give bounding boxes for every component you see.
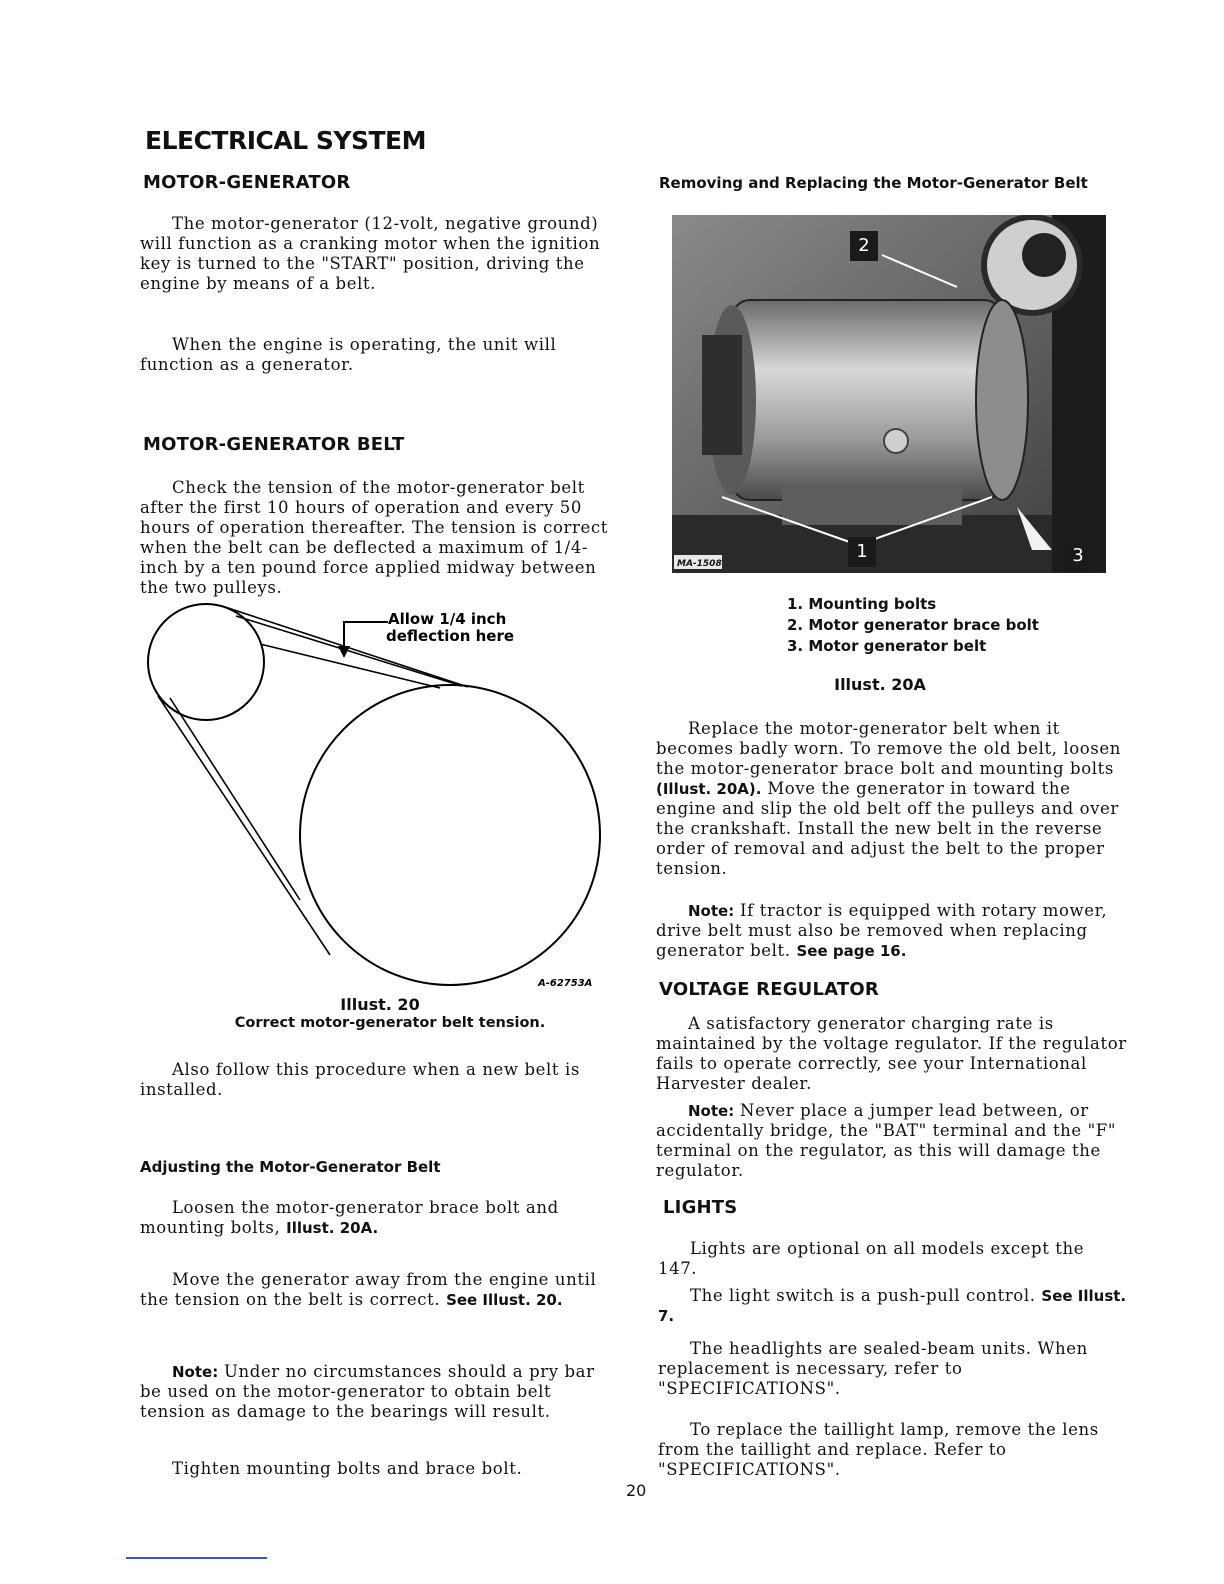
belt-lines [158, 606, 468, 955]
callout-text-1: Allow 1/4 inch [388, 610, 507, 628]
note-label: Note: [172, 1363, 219, 1381]
adjusting-paragraph-2 [140, 1270, 610, 1310]
small-pulley [148, 604, 264, 720]
adjusting-heading: Adjusting the Motor-Generator Belt [140, 1158, 441, 1176]
voltage-regulator-heading: VOLTAGE REGULATOR [659, 979, 879, 1000]
removing-p1-ref: (Illust. 20A). [656, 780, 762, 798]
callout-leader [344, 622, 388, 650]
adjusting-p2-text: Move the generator away from the engine until the tension on the belt is correct. [140, 1270, 597, 1309]
diagram-code: A-62753A [538, 978, 593, 989]
removing-p1-a: Replace the motor-generator belt when it becomes badly worn. To remove the old belt, loosen the motor-generator brace bolt and mounting bolts [656, 719, 1121, 778]
photo-tag: MA-1508 [677, 559, 722, 569]
lights-paragraph-4: To replace the taillight lamp, remove the lens from the taillight and replace. Refer to "SPECIFICATIONS". [658, 1420, 1099, 1479]
lights-paragraph-1: Lights are optional on all models except the 147. [658, 1239, 1085, 1278]
photo-callout-2: 2 [850, 231, 878, 261]
removing-note-ref: See page 16. [796, 942, 907, 960]
adjusting-p2-ref: See Illust. 20. [446, 1291, 563, 1309]
large-pulley [300, 685, 600, 985]
lights-p2-text: The light switch is a push-pull control. [690, 1286, 1042, 1305]
illust-20-caption: Correct motor-generator belt tension. [234, 1015, 546, 1031]
lights-paragraph-2 [658, 1286, 1128, 1326]
lights-heading: LIGHTS [663, 1197, 738, 1218]
photo-callout-1: 1 [848, 537, 876, 567]
voltage-paragraph: A satisfactory generator charging rate is maintained by the voltage regulator. If the regulator fails to operate correctly, see your International Harvester dealer. [656, 1014, 1127, 1093]
footer-rule [126, 1557, 267, 1559]
motor-generator-photo [672, 215, 1106, 573]
page-number: 20 [626, 1481, 647, 1500]
voltage-note-text: Never place a jumper lead between, or accidentally bridge, the "BAT" terminal and the "F" terminal on the regulator, as this will damage the regulator. [656, 1101, 1117, 1180]
adjusting-p1-ref: Illust. 20A. [286, 1219, 379, 1237]
adjusting-paragraph-1 [140, 1198, 625, 1238]
belt-tension-diagram [140, 600, 620, 1000]
also-follow-paragraph: Also follow this procedure when a new belt is installed. [140, 1060, 580, 1099]
voltage-note [656, 1101, 1142, 1181]
lights-p2-ref: See Illust. 7. [658, 1287, 1127, 1325]
callout-text-2: deflection here [386, 627, 515, 645]
legend-item-1: 1. Mounting bolts [787, 595, 937, 613]
legend-item-3: 3. Motor generator belt [787, 637, 987, 655]
motor-generator-paragraph-1: The motor-generator (12-volt, negative ground) will function as a cranking motor when the ignition key is turned to the "START" position, driving the engine by means of a belt. [140, 214, 601, 293]
photo-callout-3: 3 [1064, 541, 1092, 571]
removing-note-label: Note: [688, 902, 735, 920]
adjusting-paragraph-3: Tighten mounting bolts and brace bolt. [172, 1459, 523, 1478]
motor-generator-paragraph-2: When the engine is operating, the unit will function as a generator. [140, 335, 557, 374]
lights-paragraph-3: The headlights are sealed-beam units. When replacement is necessary, refer to "SPECIFICATIONS". [658, 1339, 1088, 1398]
adjusting-p1-text: Loosen the motor-generator brace bolt and mounting bolts, [140, 1198, 559, 1237]
motor-generator-heading: MOTOR-GENERATOR [143, 172, 351, 193]
belt-paragraph: Check the tension of the motor-generator belt after the first 10 hours of operation and every 50 hours of operation thereafter. The tension is correct when the belt can be deflected a maximum of 1/4-inch by a ten pound force applied midway between the two pulleys. [140, 478, 608, 597]
removing-p1-b: Move the generator in toward the engine and slip the old belt off the pulleys and over the crankshaft. Install the new belt in the reverse order of removal and adjust the belt to the proper tension. [656, 779, 1119, 878]
section-title: ELECTRICAL SYSTEM [145, 126, 426, 155]
adjusting-note [140, 1362, 620, 1422]
callout-arrowhead [338, 646, 350, 658]
removing-paragraph [656, 719, 1136, 879]
removing-heading: Removing and Replacing the Motor-Generator Belt [659, 174, 1088, 192]
illust-20-label: Illust. 20 [340, 995, 420, 1014]
note-text: Under no circumstances should a pry bar be used on the motor-generator to obtain belt tension as damage to the bearings will result. [140, 1362, 595, 1421]
removing-note-text: If tractor is equipped with rotary mower, drive belt must also be removed when replacing generator belt. [656, 901, 1108, 960]
voltage-note-label: Note: [688, 1102, 735, 1120]
belt-heading: MOTOR-GENERATOR BELT [143, 434, 405, 455]
illust-20a-caption: Illust. 20A [834, 675, 926, 694]
removing-note [656, 901, 1134, 961]
photo-legend [787, 594, 1039, 657]
photo-illustration [672, 215, 1106, 573]
legend-item-2: 2. Motor generator brace bolt [787, 616, 1039, 634]
